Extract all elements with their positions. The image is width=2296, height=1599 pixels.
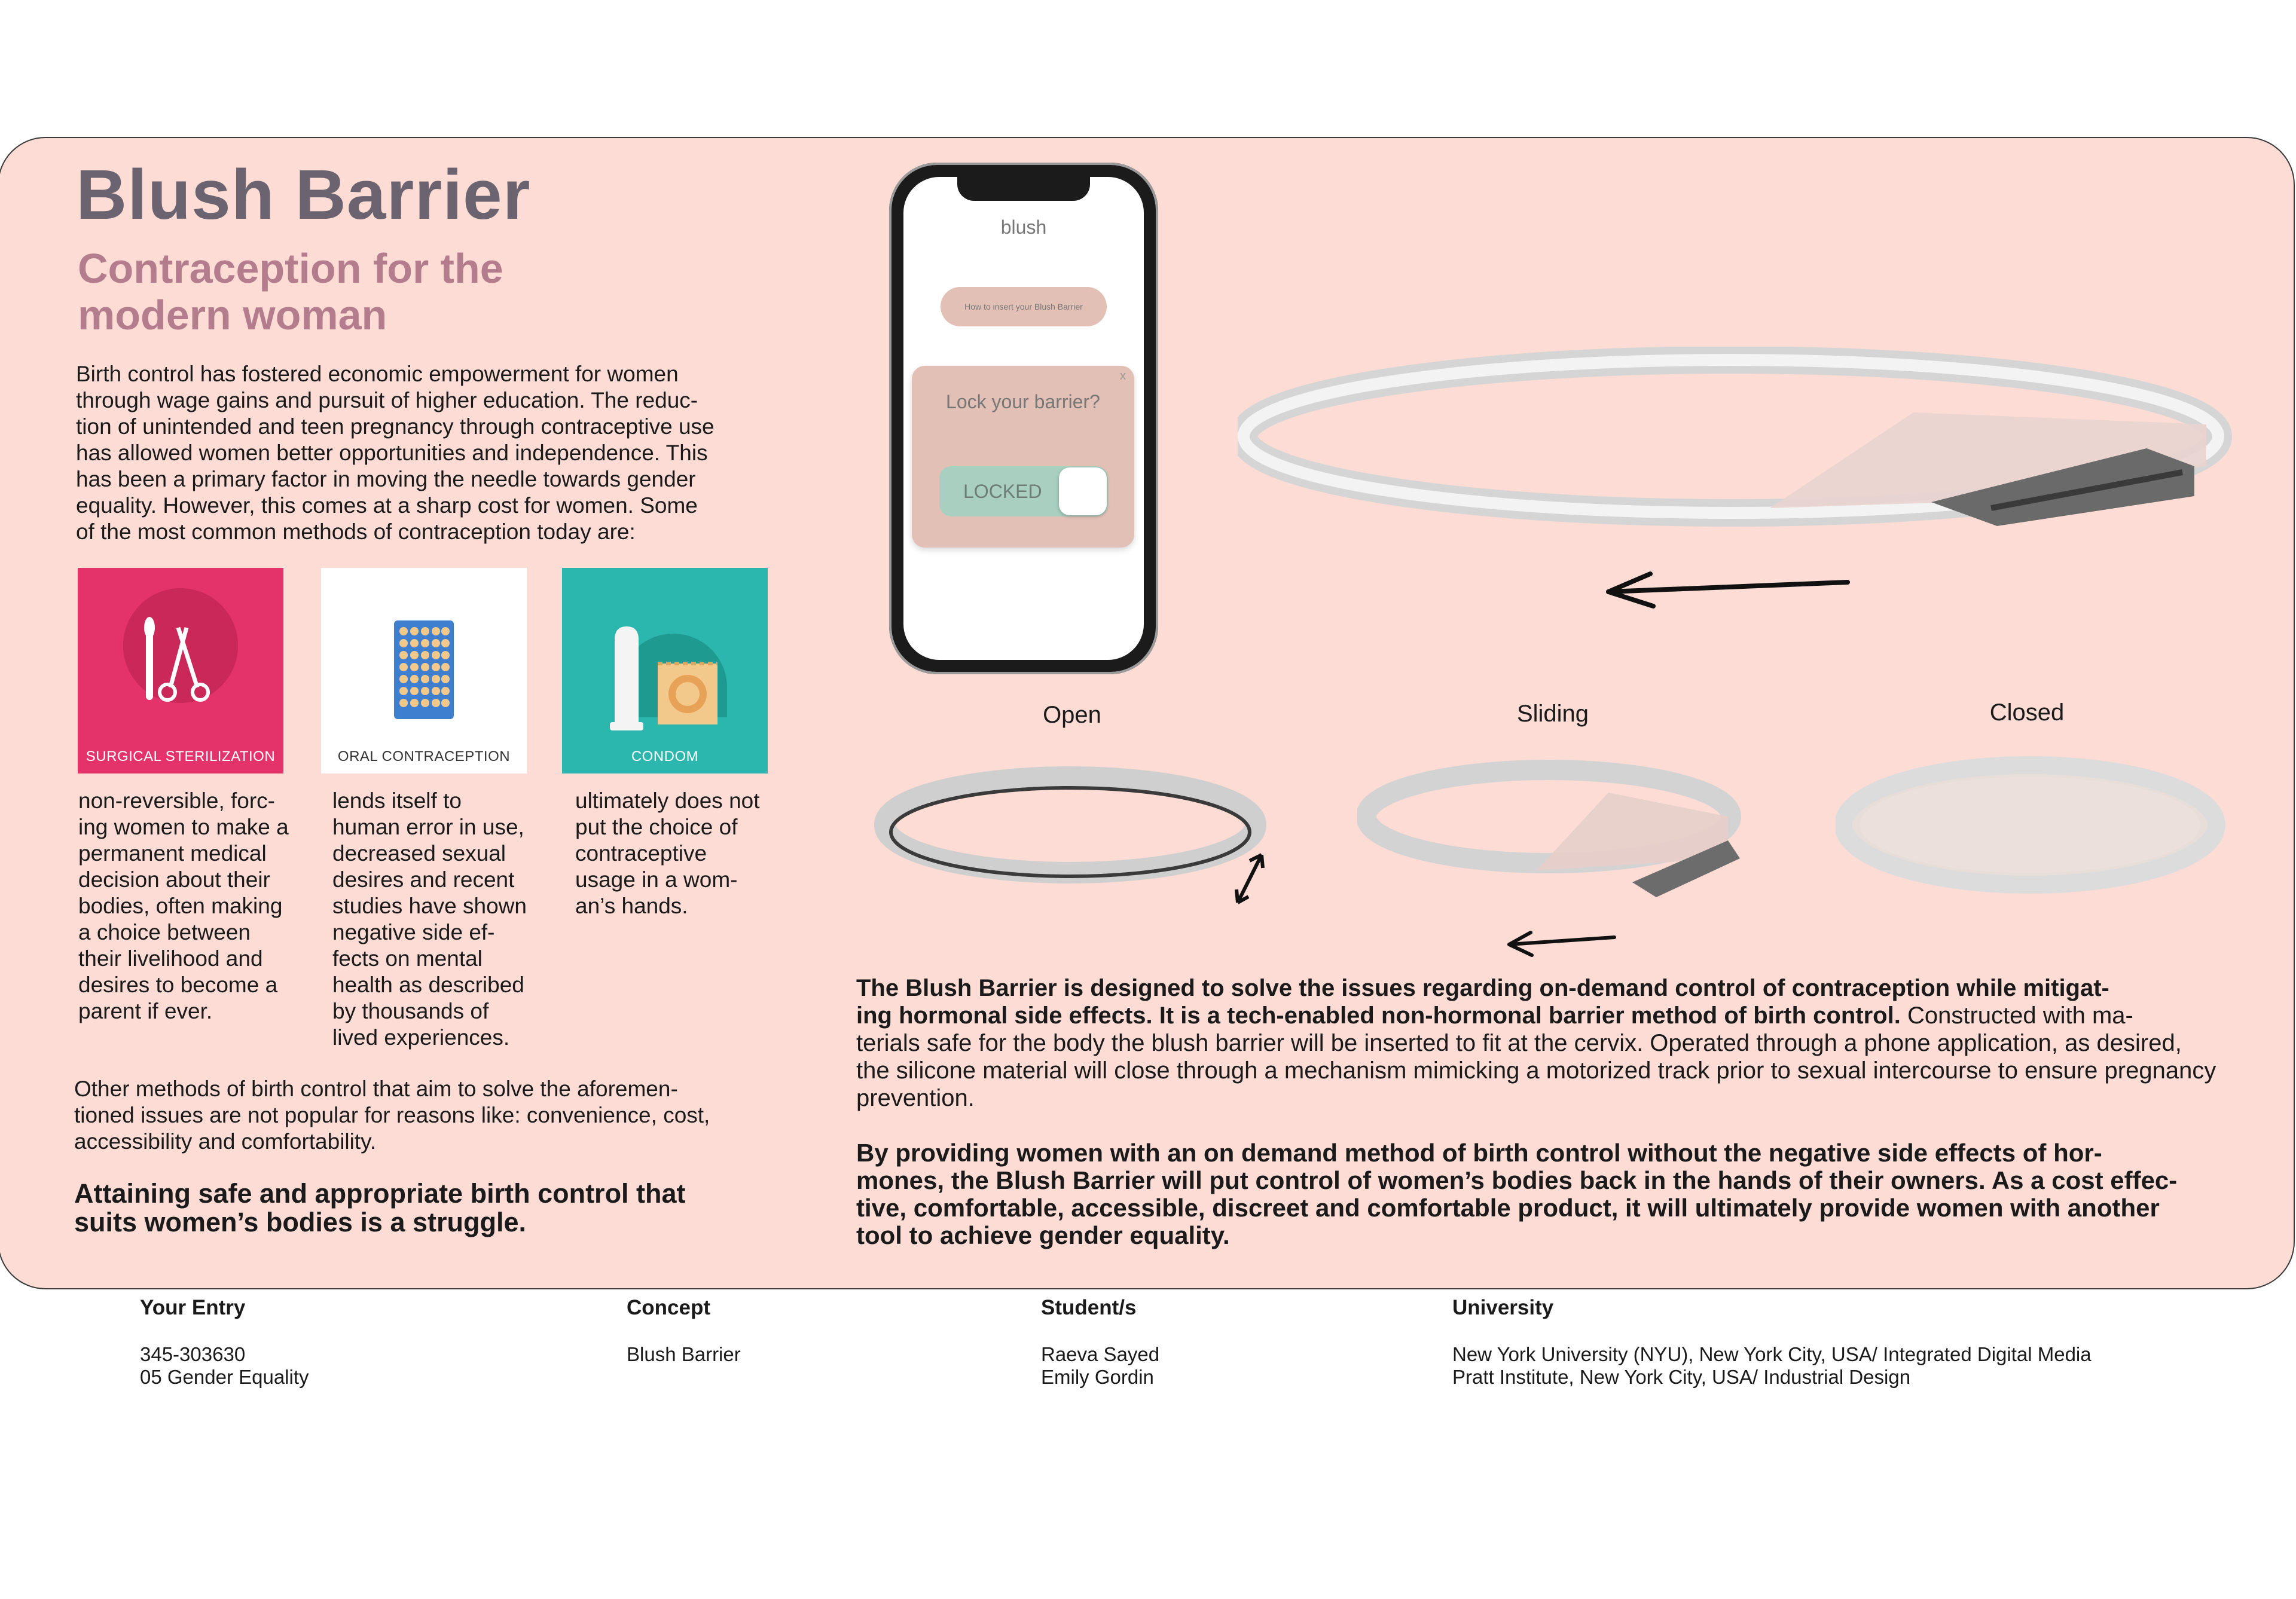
card-label: ORAL CONTRACEPTION	[337, 748, 511, 765]
footer-university-label: University	[1452, 1296, 1554, 1319]
condom-icon	[562, 568, 768, 773]
method-desc-surgical	[78, 788, 306, 1025]
method-desc-oral	[332, 788, 548, 1051]
phone-notch	[957, 177, 1090, 201]
closing-line: tool to achieve gender equality.	[856, 1221, 1230, 1249]
intro-line: equality. However, this comes at a sharp cost for women. Some	[76, 493, 698, 518]
student-name: Emily Gordin	[1041, 1366, 1154, 1388]
struggle-line: Attaining safe and appropriate birth control that	[74, 1178, 686, 1209]
desc-line: put the choice of	[575, 815, 738, 839]
desc-normal-line: prevention.	[856, 1085, 975, 1111]
entry-value: 05 Gender Equality	[140, 1366, 309, 1388]
university-name: New York University (NYU), New York City, USA/ Integrated Digital Media	[1452, 1343, 2092, 1365]
other-line: Other methods of birth control that aim to solve the aforemen-	[74, 1077, 678, 1101]
student-name: Raeva Sayed	[1041, 1343, 1160, 1365]
footer-students-label: Student/s	[1041, 1296, 1137, 1319]
page-title: Blush Barrier	[76, 155, 531, 234]
state-label-open: Open	[1043, 702, 1101, 728]
desc-line: human error in use,	[332, 815, 524, 839]
app-name: blush	[1000, 216, 1047, 238]
footer-universities	[1452, 1343, 2092, 1389]
desc-line: an’s hands.	[575, 894, 688, 918]
desc-bold-inline: ing hormonal side effects. It is a tech-enabled non-hormonal barrier method of birth control.	[856, 1002, 1901, 1029]
intro-line: through wage gains and pursuit of higher education. The reduc-	[76, 388, 698, 412]
desc-line: ultimately does not	[575, 788, 760, 813]
card-label: CONDOM	[631, 748, 699, 765]
barrier-closed-illustration	[1836, 747, 2230, 927]
desc-line: contraceptive	[575, 841, 707, 866]
entry-value: 345-303630	[140, 1343, 246, 1365]
state-label-sliding: Sliding	[1516, 701, 1589, 727]
footer-concept-value: Blush Barrier	[627, 1343, 741, 1365]
desc-line: ing women to make a	[78, 815, 289, 839]
slide-arrow-icon	[1596, 568, 1860, 616]
desc-normal-inline: Constructed with ma-	[1900, 1002, 2133, 1029]
footer-students	[1041, 1343, 1159, 1389]
closing-line: mones, the Blush Barrier will put control of women’s bodies back in the hands of their owners. As a cost effec-	[856, 1166, 2178, 1194]
desc-line: parent if ever.	[78, 999, 213, 1023]
desc-line: lends itself to	[332, 788, 462, 813]
desc-line: studies have shown	[332, 894, 527, 918]
method-desc-condom	[575, 788, 778, 919]
page-subtitle	[78, 245, 503, 338]
footer-entry-values	[140, 1343, 309, 1389]
desc-line: desires to become a	[78, 973, 278, 997]
other-line: tioned issues are not popular for reasons like: convenience, cost,	[74, 1103, 710, 1127]
method-card-oral	[321, 568, 527, 773]
intro-line: of the most common methods of contraception today are:	[76, 519, 636, 544]
university-name: Pratt Institute, New York City, USA/ Industrial Design	[1452, 1366, 1911, 1388]
phone-screen	[903, 177, 1144, 660]
method-card-condom	[562, 568, 768, 773]
desc-line: health as described	[332, 973, 524, 997]
state-label-closed: Closed	[1989, 699, 2065, 726]
lock-dialog	[912, 366, 1134, 548]
pill-pack-icon	[321, 568, 527, 773]
desc-line: decreased sexual	[332, 841, 506, 866]
lock-question: Lock your barrier?	[946, 391, 1100, 412]
desc-line: decision about their	[78, 867, 270, 892]
desc-bold-line: The Blush Barrier is designed to solve the issues regarding on-demand control of contraception while mitigat-	[856, 975, 2109, 1001]
subtitle-line: Contraception for the	[78, 245, 503, 292]
method-card-surgical	[78, 568, 283, 773]
desc-line: by thousands of	[332, 999, 489, 1023]
desc-mixed-line	[856, 1002, 2237, 1029]
phone-mockup	[889, 163, 1158, 674]
desc-line: negative side ef-	[332, 920, 495, 944]
other-line: accessibility and comfortability.	[74, 1129, 377, 1154]
desc-normal-line: the silicone material will close through a mechanism mimicking a motorized track prior to sexual intercourse to ensure pregnancy	[856, 1057, 2216, 1084]
subtitle-line: modern woman	[78, 292, 387, 338]
footer-concept-label: Concept	[627, 1296, 710, 1319]
desc-line: non-reversible, forc-	[78, 788, 276, 813]
card-label: SURGICAL STERILIZATION	[86, 748, 276, 765]
desc-line: their livelihood and	[78, 946, 263, 971]
intro-line: has allowed women better opportunities and independence. This	[76, 441, 708, 465]
barrier-sliding-illustration	[1357, 751, 1752, 942]
intro-paragraph	[76, 361, 758, 545]
toggle-label: LOCKED	[963, 481, 1042, 502]
product-description	[856, 974, 2237, 1112]
toggle-knob	[1059, 467, 1107, 515]
footer-entry-label: Your Entry	[140, 1296, 246, 1319]
slide-arrow-small-icon	[1501, 927, 1620, 962]
close-icon[interactable]: x	[1120, 369, 1126, 383]
closing-statement	[856, 1139, 2237, 1249]
surgical-tools-icon	[78, 568, 283, 773]
desc-line: usage in a wom-	[575, 867, 738, 892]
struggle-statement	[74, 1179, 762, 1237]
desc-line: fects on mental	[332, 946, 483, 971]
barrier-open-illustration	[873, 753, 1303, 921]
other-methods-paragraph	[74, 1076, 762, 1155]
desc-line: permanent medical	[78, 841, 267, 866]
lock-toggle[interactable]	[939, 466, 1108, 516]
desc-normal-line: terials safe for the body the blush barrier will be inserted to fit at the cervix. Operated through a phone application, as desired,	[856, 1030, 2182, 1056]
intro-line: Birth control has fostered economic empowerment for women	[76, 362, 679, 386]
intro-line: has been a primary factor in moving the needle towards gender	[76, 467, 696, 491]
struggle-line: suits women’s bodies is a struggle.	[74, 1207, 527, 1237]
help-pill-button[interactable]: How to insert your Blush Barrier	[941, 287, 1107, 326]
closing-line: By providing women with an on demand method of birth control without the negative side effects of hor-	[856, 1139, 2102, 1167]
intro-line: tion of unintended and teen pregnancy through contraceptive use	[76, 414, 715, 439]
desc-line: lived experiences.	[332, 1025, 510, 1050]
desc-line: desires and recent	[332, 867, 515, 892]
desc-line: bodies, often making	[78, 894, 283, 918]
desc-line: a choice between	[78, 920, 251, 944]
closing-line: tive, comfortable, accessible, discreet and comfortable product, it will ultimately provide women with another	[856, 1194, 2160, 1222]
